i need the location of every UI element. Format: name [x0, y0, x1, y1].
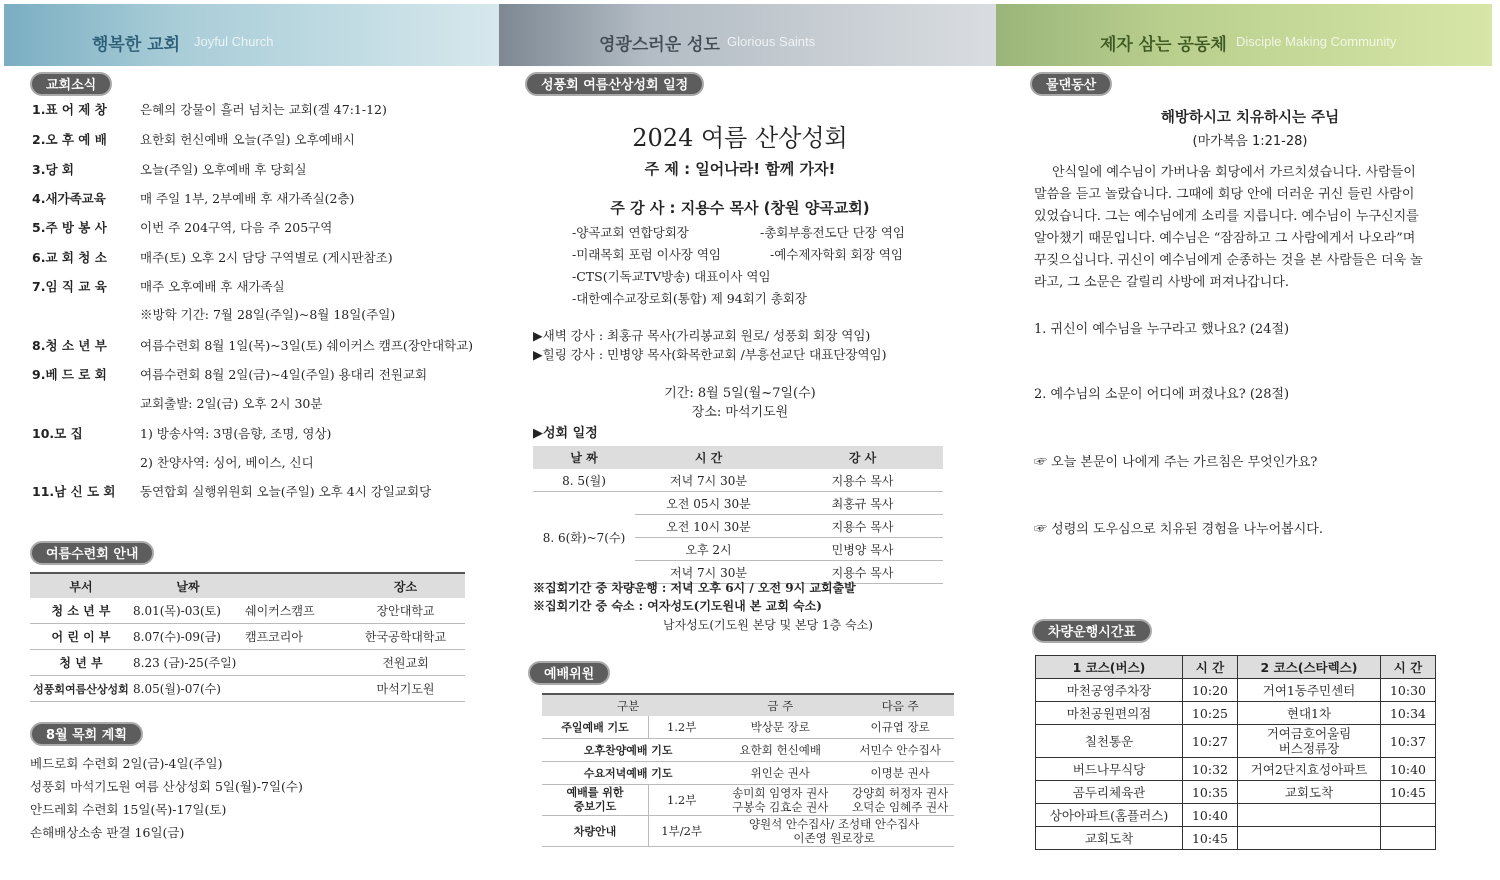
column-header: 부서 — [30, 573, 132, 598]
column-header: 시 간 — [1381, 656, 1436, 679]
table-cell: 서민수 안수집사 — [846, 739, 954, 762]
table-cell — [244, 650, 346, 676]
table-cell: 1부/2부 — [649, 816, 715, 847]
column-header: 금 주 — [714, 694, 846, 716]
table-row — [30, 650, 465, 676]
table-cell — [1381, 827, 1436, 850]
table-cell: 10:30 — [1381, 679, 1436, 702]
table-cell: 8.23 (금)-25(주일) — [132, 650, 244, 676]
retreat-place: 장소: 마석기도원 — [691, 405, 789, 420]
table-cell: 이규엽 장로 — [846, 716, 954, 739]
table-cell: 수요저녁예배 기도 — [542, 762, 714, 785]
retreat-schedule-table — [533, 446, 943, 584]
devotion-reference: (마가복음 1:21-28) — [1192, 134, 1308, 149]
table-cell: 10:40 — [1183, 804, 1238, 827]
column-header: 장소 — [346, 573, 465, 598]
table-cell: 청 소 년 부 — [30, 598, 132, 624]
banner-title: 제자 삼는 공동체 — [1100, 35, 1227, 55]
column-header: 시 간 — [635, 446, 782, 469]
table-cell: 장안대학교 — [346, 598, 465, 624]
table-cell: 오전 10시 30분 — [635, 515, 782, 538]
table-row — [1036, 781, 1436, 804]
table-row — [533, 469, 943, 492]
banner-subtitle: Glorious Saints — [727, 34, 816, 49]
table-row — [1036, 804, 1436, 827]
plan-item: 성풍회 마석기도원 여름 산상성회 5일(월)-7일(수) — [30, 779, 303, 794]
table-cell: 1.2부 — [649, 716, 715, 739]
devotion-pill: 물댄동산 — [1030, 72, 1112, 96]
table-cell: 지용수 목사 — [782, 561, 943, 584]
table-row — [1036, 725, 1436, 758]
table-row — [1036, 827, 1436, 850]
retreat-title: 2024 여름 산상성회 — [632, 124, 848, 152]
dawn-speaker: ▶새벽 강사 : 최홍규 목사(가리봉교회 원로/ 성풍회 회장 역임) — [533, 328, 871, 343]
table-cell: 최홍규 목사 — [782, 492, 943, 515]
column-header: 시 간 — [1183, 656, 1238, 679]
table-cell: 10:32 — [1183, 758, 1238, 781]
table-cell: 칠천통운 — [1036, 725, 1183, 758]
table-row — [542, 816, 954, 847]
table-cell: 위인순 권사 — [714, 762, 846, 785]
table-cell: 전원교회 — [346, 650, 465, 676]
table-cell: 지용수 목사 — [782, 469, 943, 492]
bus-timetable-pill: 차량운행시간표 — [1032, 619, 1152, 643]
column-header: 다음 주 — [846, 694, 954, 716]
table-cell: 10:40 — [1381, 758, 1436, 781]
table-cell: 8. 5(월) — [533, 469, 635, 492]
table-cell: 교회도착 — [1238, 781, 1381, 804]
table-cell: 강양희 허정자 권사 오덕순 임혜주 권사 — [846, 785, 954, 816]
table-cell: 저녁 7시 30분 — [635, 469, 782, 492]
bus-timetable — [1035, 655, 1436, 850]
table-cell: 요한회 헌신예배 — [714, 739, 846, 762]
worship-committee-table — [542, 693, 954, 847]
table-row — [542, 716, 954, 739]
table-cell: 차량안내 — [542, 816, 649, 847]
table-row — [542, 785, 954, 816]
table-cell — [1238, 827, 1381, 850]
table-cell: 오전 05시 30분 — [635, 492, 782, 515]
speaker-roles-left: -양곡교회 연합당회장 -미래목회 포럼 이사장 역임 -CTS(기독교TV방송) 대표이사 역임 -대한예수교장로회(통합) 제 94회기 총회장 — [572, 225, 808, 306]
table-cell: 1.2부 — [649, 785, 715, 816]
banner-title: 행복한 교회 — [92, 35, 181, 55]
table-cell: 박상문 장로 — [714, 716, 846, 739]
table-cell: 10:35 — [1183, 781, 1238, 804]
table-cell — [1381, 804, 1436, 827]
table-cell: 거여2단지효성아파트 — [1238, 758, 1381, 781]
table-cell: 8.07(수)-09(금) — [132, 624, 244, 650]
banner-title: 영광스러운 성도 — [599, 35, 720, 55]
table-cell: 어 린 이 부 — [30, 624, 132, 650]
speaker-roles-right: -총회부흥전도단 단장 역임 -예수제자학회 회장 역임 — [760, 225, 905, 262]
question-3: ☞ 오늘 본문이 나에게 주는 가르침은 무엇인가요? — [1034, 455, 1318, 470]
table-cell: 10:37 — [1381, 725, 1436, 758]
worship-committee-pill: 예배위원 — [528, 661, 610, 685]
question-4: ☞ 성령의 도우심으로 치유된 경험을 나누어봅시다. — [1034, 522, 1323, 537]
table-row — [1036, 679, 1436, 702]
table-cell: 청 년 부 — [30, 650, 132, 676]
table-cell: 캠프코리아 — [244, 624, 346, 650]
column-header: 1 코스(버스) — [1036, 656, 1183, 679]
column-header: 강 사 — [782, 446, 943, 469]
bus-note: ※집회기간 중 차량운행 : 저녁 오후 6시 / 오전 9시 교회출발 — [533, 581, 856, 595]
column-header: 날짜 — [132, 573, 244, 598]
table-cell — [244, 676, 346, 702]
plan-item: 손해배상소송 판결 16일(금) — [30, 825, 185, 840]
table-cell: 10:20 — [1183, 679, 1238, 702]
table-cell: 양원석 안수집사/ 조성태 안수집사 이존영 원로장로 — [714, 816, 954, 847]
main-speaker: 주 강 사 : 지용수 목사 (창원 양곡교회) — [610, 199, 870, 217]
banner-glorious-saints — [499, 4, 996, 66]
table-row — [30, 676, 465, 702]
banner-subtitle: Disciple Making Community — [1236, 34, 1397, 49]
table-cell: 교회도착 — [1036, 827, 1183, 850]
table-cell: 마천공원편의점 — [1036, 702, 1183, 725]
table-cell: 8. 6(화)~7(수) — [533, 492, 635, 584]
table-cell: 거여금호어울림 버스정류장 — [1238, 725, 1381, 758]
table-cell: 한국공학대학교 — [346, 624, 465, 650]
table-cell: 오후찬양예배 기도 — [542, 739, 714, 762]
table-cell: 송미희 임영자 권사 구봉숙 김효순 권사 — [714, 785, 846, 816]
retreat-schedule-pill: 성풍회 여름산상성회 일정 — [525, 72, 704, 96]
table-cell — [1238, 804, 1381, 827]
retreat-theme: 주 제 : 일어나라! 함께 가자! — [644, 160, 836, 178]
table-row — [542, 739, 954, 762]
table-cell: 10:34 — [1381, 702, 1436, 725]
table-cell: 쉐이커스캠프 — [244, 598, 346, 624]
table-row — [533, 492, 943, 515]
summer-retreat-table — [30, 572, 465, 702]
banner-disciple-community — [996, 4, 1492, 66]
question-1: 1. 귀신이 예수님을 누구라고 했나요? (24절) — [1034, 322, 1290, 337]
summer-retreat-pill: 여름수련회 안내 — [30, 541, 154, 565]
table-cell: 지용수 목사 — [782, 515, 943, 538]
table-cell: 예배를 위한 중보기도 — [542, 785, 649, 816]
healing-speaker: ▶힐링 강사 : 민병양 목사(화목한교회 /부흥선교단 대표단장역임) — [533, 347, 887, 362]
table-cell: 성풍회여름산상성회 — [30, 676, 132, 702]
table-row — [1036, 702, 1436, 725]
table-cell: 주일예배 기도 — [542, 716, 649, 739]
table-cell: 현대1차 — [1238, 702, 1381, 725]
column-header: 구분 — [542, 694, 714, 716]
table-cell: 마천공영주차장 — [1036, 679, 1183, 702]
lodging-note-men: 남자성도(기도원 본당 및 본당 1층 숙소) — [663, 618, 873, 632]
table-row — [30, 624, 465, 650]
table-cell: 저녁 7시 30분 — [635, 561, 782, 584]
retreat-period: 기간: 8월 5일(월~7일(수) — [664, 386, 816, 401]
column-header: 2 코스(스타렉스) — [1238, 656, 1381, 679]
devotion-body: 안식일에 예수님이 가버나움 회당에서 가르치셨습니다. 사람들이 말씀을 듣고 놀랐습니다. 그때에 회당 안에 더러운 귀신 들린 사람이 있었습니다. 그는 예수님에게 소리를 지릅니다. 예수님이 누구신지를 알아챘기 때문입니다. 예수님은 “잠잠하고 그 사람에게서 나오라”며 꾸짖으십니다. 귀신이 예수님에게 순종하는 것을 본 사람들은 더욱 놀 라고, 그 소문은 갈릴리 사방에 퍼져나갑니다. — [1034, 165, 1423, 290]
banner-subtitle: Joyful Church — [194, 34, 274, 49]
table-cell: 10:45 — [1183, 827, 1238, 850]
table-cell: 10:25 — [1183, 702, 1238, 725]
table-cell: 버드나무식당 — [1036, 758, 1183, 781]
column-header — [244, 573, 346, 598]
church-news-pill: 교회소식 — [30, 72, 112, 96]
table-cell: 10:27 — [1183, 725, 1238, 758]
table-cell: 오후 2시 — [635, 538, 782, 561]
table-row — [542, 762, 954, 785]
devotion-title: 해방하시고 치유하시는 주님 — [1160, 110, 1340, 126]
table-cell: 8.05(월)-07(수) — [132, 676, 244, 702]
table-row — [1036, 758, 1436, 781]
column-header: 날 짜 — [533, 446, 635, 469]
table-cell: 8.01(목)-03(토) — [132, 598, 244, 624]
table-cell: 상아아파트(홈플러스) — [1036, 804, 1183, 827]
table-cell: 10:45 — [1381, 781, 1436, 804]
plan-item: 안드레회 수련회 15일(목)-17일(토) — [30, 802, 227, 817]
august-plan-pill: 8월 목회 계획 — [30, 722, 143, 746]
banner-joyful-church — [4, 4, 499, 66]
table-cell: 곰두리체육관 — [1036, 781, 1183, 804]
table-cell: 민병양 목사 — [782, 538, 943, 561]
schedule-title: ▶성회 일정 — [533, 426, 598, 441]
plan-item: 베드로회 수련회 2일(금)-4일(주일) — [30, 756, 223, 771]
table-row — [30, 598, 465, 624]
lodging-note: ※집회기간 중 숙소 : 여자성도(기도원내 본 교회 숙소) — [533, 599, 822, 613]
question-2: 2. 예수님의 소문이 어디에 퍼졌나요? (28절) — [1034, 387, 1290, 402]
table-cell: 거여1동주민센터 — [1238, 679, 1381, 702]
table-cell: 마석기도원 — [346, 676, 465, 702]
table-cell: 이명분 권사 — [846, 762, 954, 785]
